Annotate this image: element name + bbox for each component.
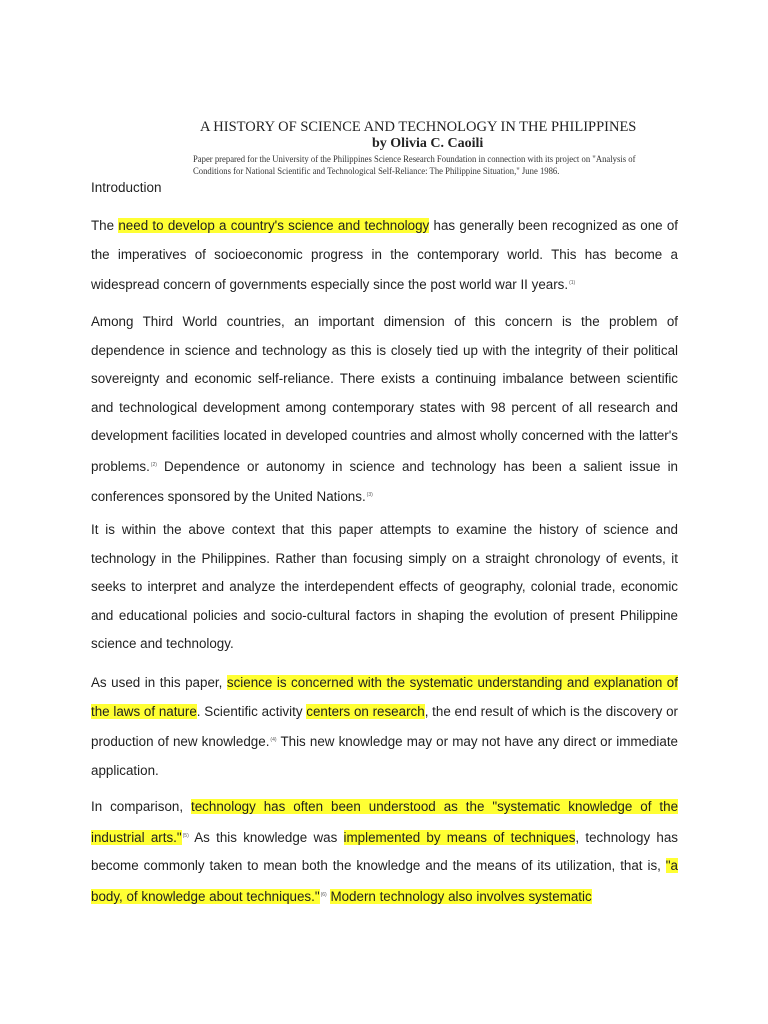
highlight: science is concerned with the systematic understanding and explanation of the laws of nature [91,675,678,719]
paragraph-5 [91,793,678,911]
footnote-ref: (4) [270,737,277,743]
footnote-ref: (3) [366,492,373,498]
text-run: . Scientific activity [196,703,307,719]
footnote-ref: (5) [182,832,189,839]
text-run: Dependence or autonomy in science and technology has been a salient issue in conferences sponsored by the United Nations. [91,458,678,504]
section-heading: Introduction [91,180,162,195]
paragraph-3 [91,516,678,659]
text-run: The [91,218,119,233]
document-author: by Olivia C. Caoili [372,136,484,151]
text-run: Among Third World countries, an important dimension of this concern is the problem of dependence in science and technology as this is closely tied up with the integrity of their political sovereignty and economic self-reliance. There exists a continuing imbalance between scientific and technological development among contemporary states with 98 percent of all research and development facilities located in developed countries and almost wholly concerned with the latter's problems. [91,314,678,474]
text-run: , technology has become commonly taken to mean both the knowledge and the means of its utilization, that is, [91,829,678,873]
text-run: It is within the above context that this paper attempts to examine the history of science and technology in the Philippines. Rather than focusing simply on a straight chronology of events, it seeks to interpret and analyze the interdependent effects of geography, colonial trade, economic and educational policies and socio-cultural factors in shaping the evolution of present Philippine science and technology. [91,522,678,651]
highlight: "a body, of knowledge about techniques." [91,858,678,904]
title-footnote: Paper prepared for the University of the Philippines Science Research Foundation in connection with its project on "Analysis of Conditions for National Scientific and Technological Self-Reliance: The Philippine Situation," June 1986. [193,155,636,177]
highlight: centers on research [306,703,425,719]
footnote-ref: (1) [569,280,576,286]
document-title: A HISTORY OF SCIENCE AND TECHNOLOGY IN THE PHILIPPINES [200,119,637,135]
paragraph-4 [91,669,678,785]
highlight: implemented by means of techniques [343,829,576,845]
text-run: , the end result of which is the discovery or production of new knowledge. [91,703,678,749]
highlight: technology has often been understood as the "systematic knowledge of the industrial arts." [91,799,679,845]
text-run: As used in this paper, [91,675,227,690]
footnote-ref: (2) [150,461,157,468]
text-run: This new knowledge may or may not have any direct or immediate application. [91,734,678,778]
text-run: As this knowledge was [188,829,344,845]
highlight: Modern technology also involves systematic [330,888,592,904]
text-run: has generally been recognized as one of the imperatives of socioeconomic progress in the contemporary world. This has become a widespread concern of governments especially since the post world war II years. [91,218,679,292]
paragraph-2 [91,308,678,512]
highlight: need to develop a country's science and technology [118,218,430,233]
footnote-ref: (6) [320,891,327,898]
paragraph-1 [91,212,678,300]
text-run: In comparison, [91,799,192,814]
